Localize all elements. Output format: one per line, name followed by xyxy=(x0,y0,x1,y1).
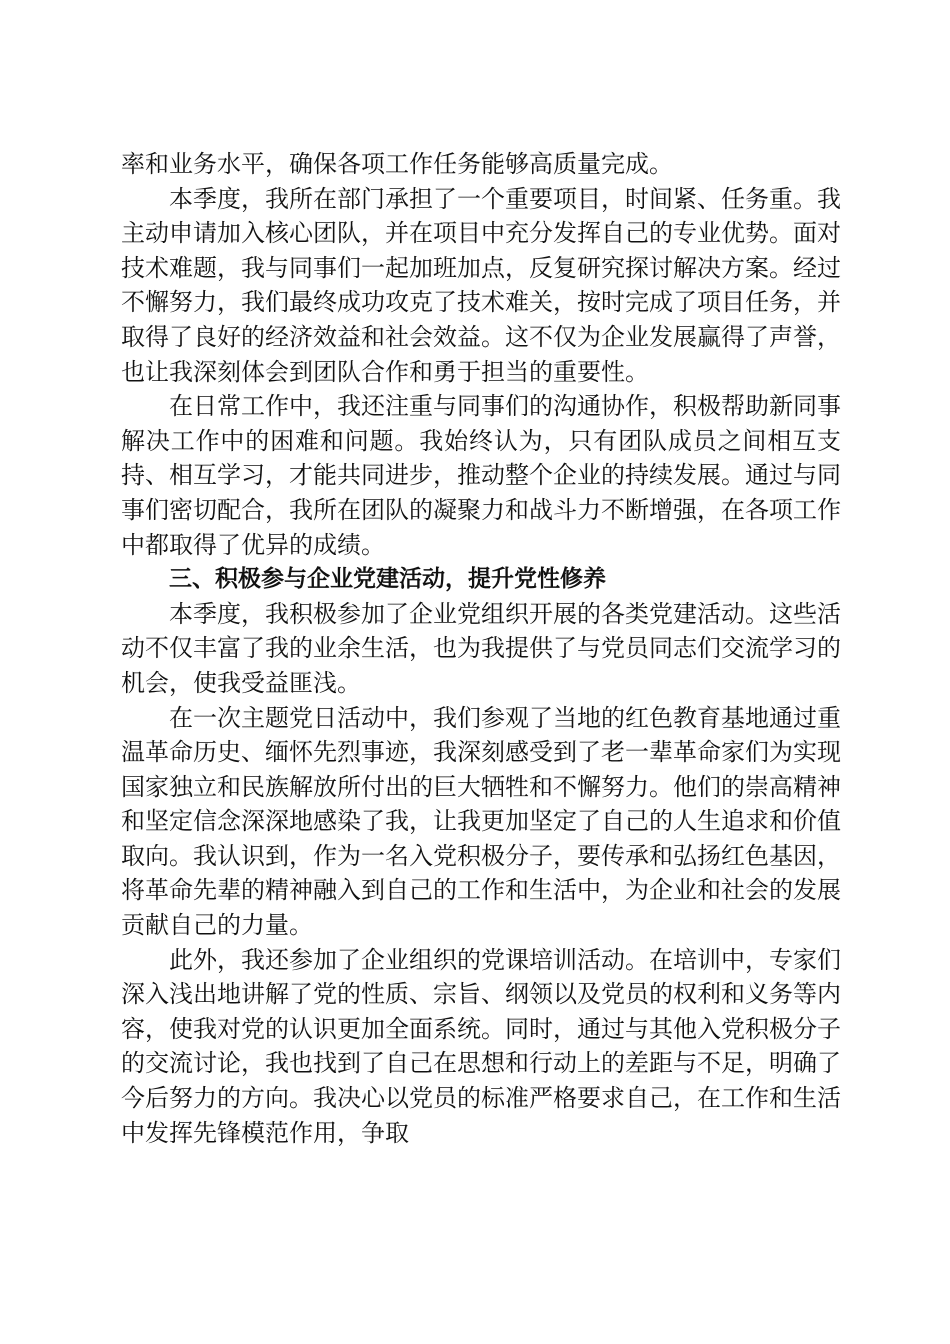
body-paragraph-project: 本季度，我所在部门承担了一个重要项目，时间紧、任务重。我主动申请加入核心团队，并在项目中充分发挥自己的专业优势。面对技术难题，我与同事们一起加班加点，反复研究探讨解决方案。经过不懈努力，我们最终成功攻克了技术难关，按时完成了项目任务，并取得了良好的经济效益和社会效益。这不仅为企业发展赢得了声誉，也让我深刻体会到团队合作和勇于担当的重要性。 xyxy=(121,184,841,386)
body-paragraph-training: 此外，我还参加了企业组织的党课培训活动。在培训中，专家们深入浅出地讲解了党的性质、宗旨、纲领以及党员的权利和义务等内容，使我对党的认识更加全面系统。同时，通过与其他入党积极分子的交流讨论，我也找到了自己在思想和行动上的差距与不足，明确了今后努力的方向。我决心以党员的标准严格要求自己，在工作和生活中发挥先锋模范作用，争取 xyxy=(121,945,841,1147)
body-paragraph-party-activities: 本季度，我积极参加了企业党组织开展的各类党建活动。这些活动不仅丰富了我的业余生活，也为我提供了与党员同志们交流学习的机会，使我受益匪浅。 xyxy=(121,599,841,697)
section-heading: 三、积极参与企业党建活动，提升党性修养 xyxy=(169,566,606,593)
body-paragraph-teamwork: 在日常工作中，我还注重与同事们的沟通协作，积极帮助新同事解决工作中的困难和问题。我始终认为，只有团队成员之间相互支持、相互学习，才能共同进步，推动整个企业的持续发展。通过与同事们密切配合，我所在团队的凝聚力和战斗力不断增强，在各项工作中都取得了优异的成绩。 xyxy=(121,392,841,559)
document-body xyxy=(121,147,841,1150)
body-paragraph-theme-day: 在一次主题党日活动中，我们参观了当地的红色教育基地通过重温革命历史、缅怀先烈事迹，我深刻感受到了老一辈革命家们为实现国家独立和民族解放所付出的巨大牺牲和不懈努力。他们的崇高精神和坚定信念深深地感染了我，让我更加坚定了自己的人生追求和价值取向。我认识到，作为一名入党积极分子，要传承和弘扬红色基因，将革命先辈的精神融入到自己的工作和生活中，为企业和社会的发展贡献自己的力量。 xyxy=(121,703,841,940)
continuation-paragraph: 率和业务水平，确保各项工作任务能够高质量完成。 xyxy=(121,150,673,178)
